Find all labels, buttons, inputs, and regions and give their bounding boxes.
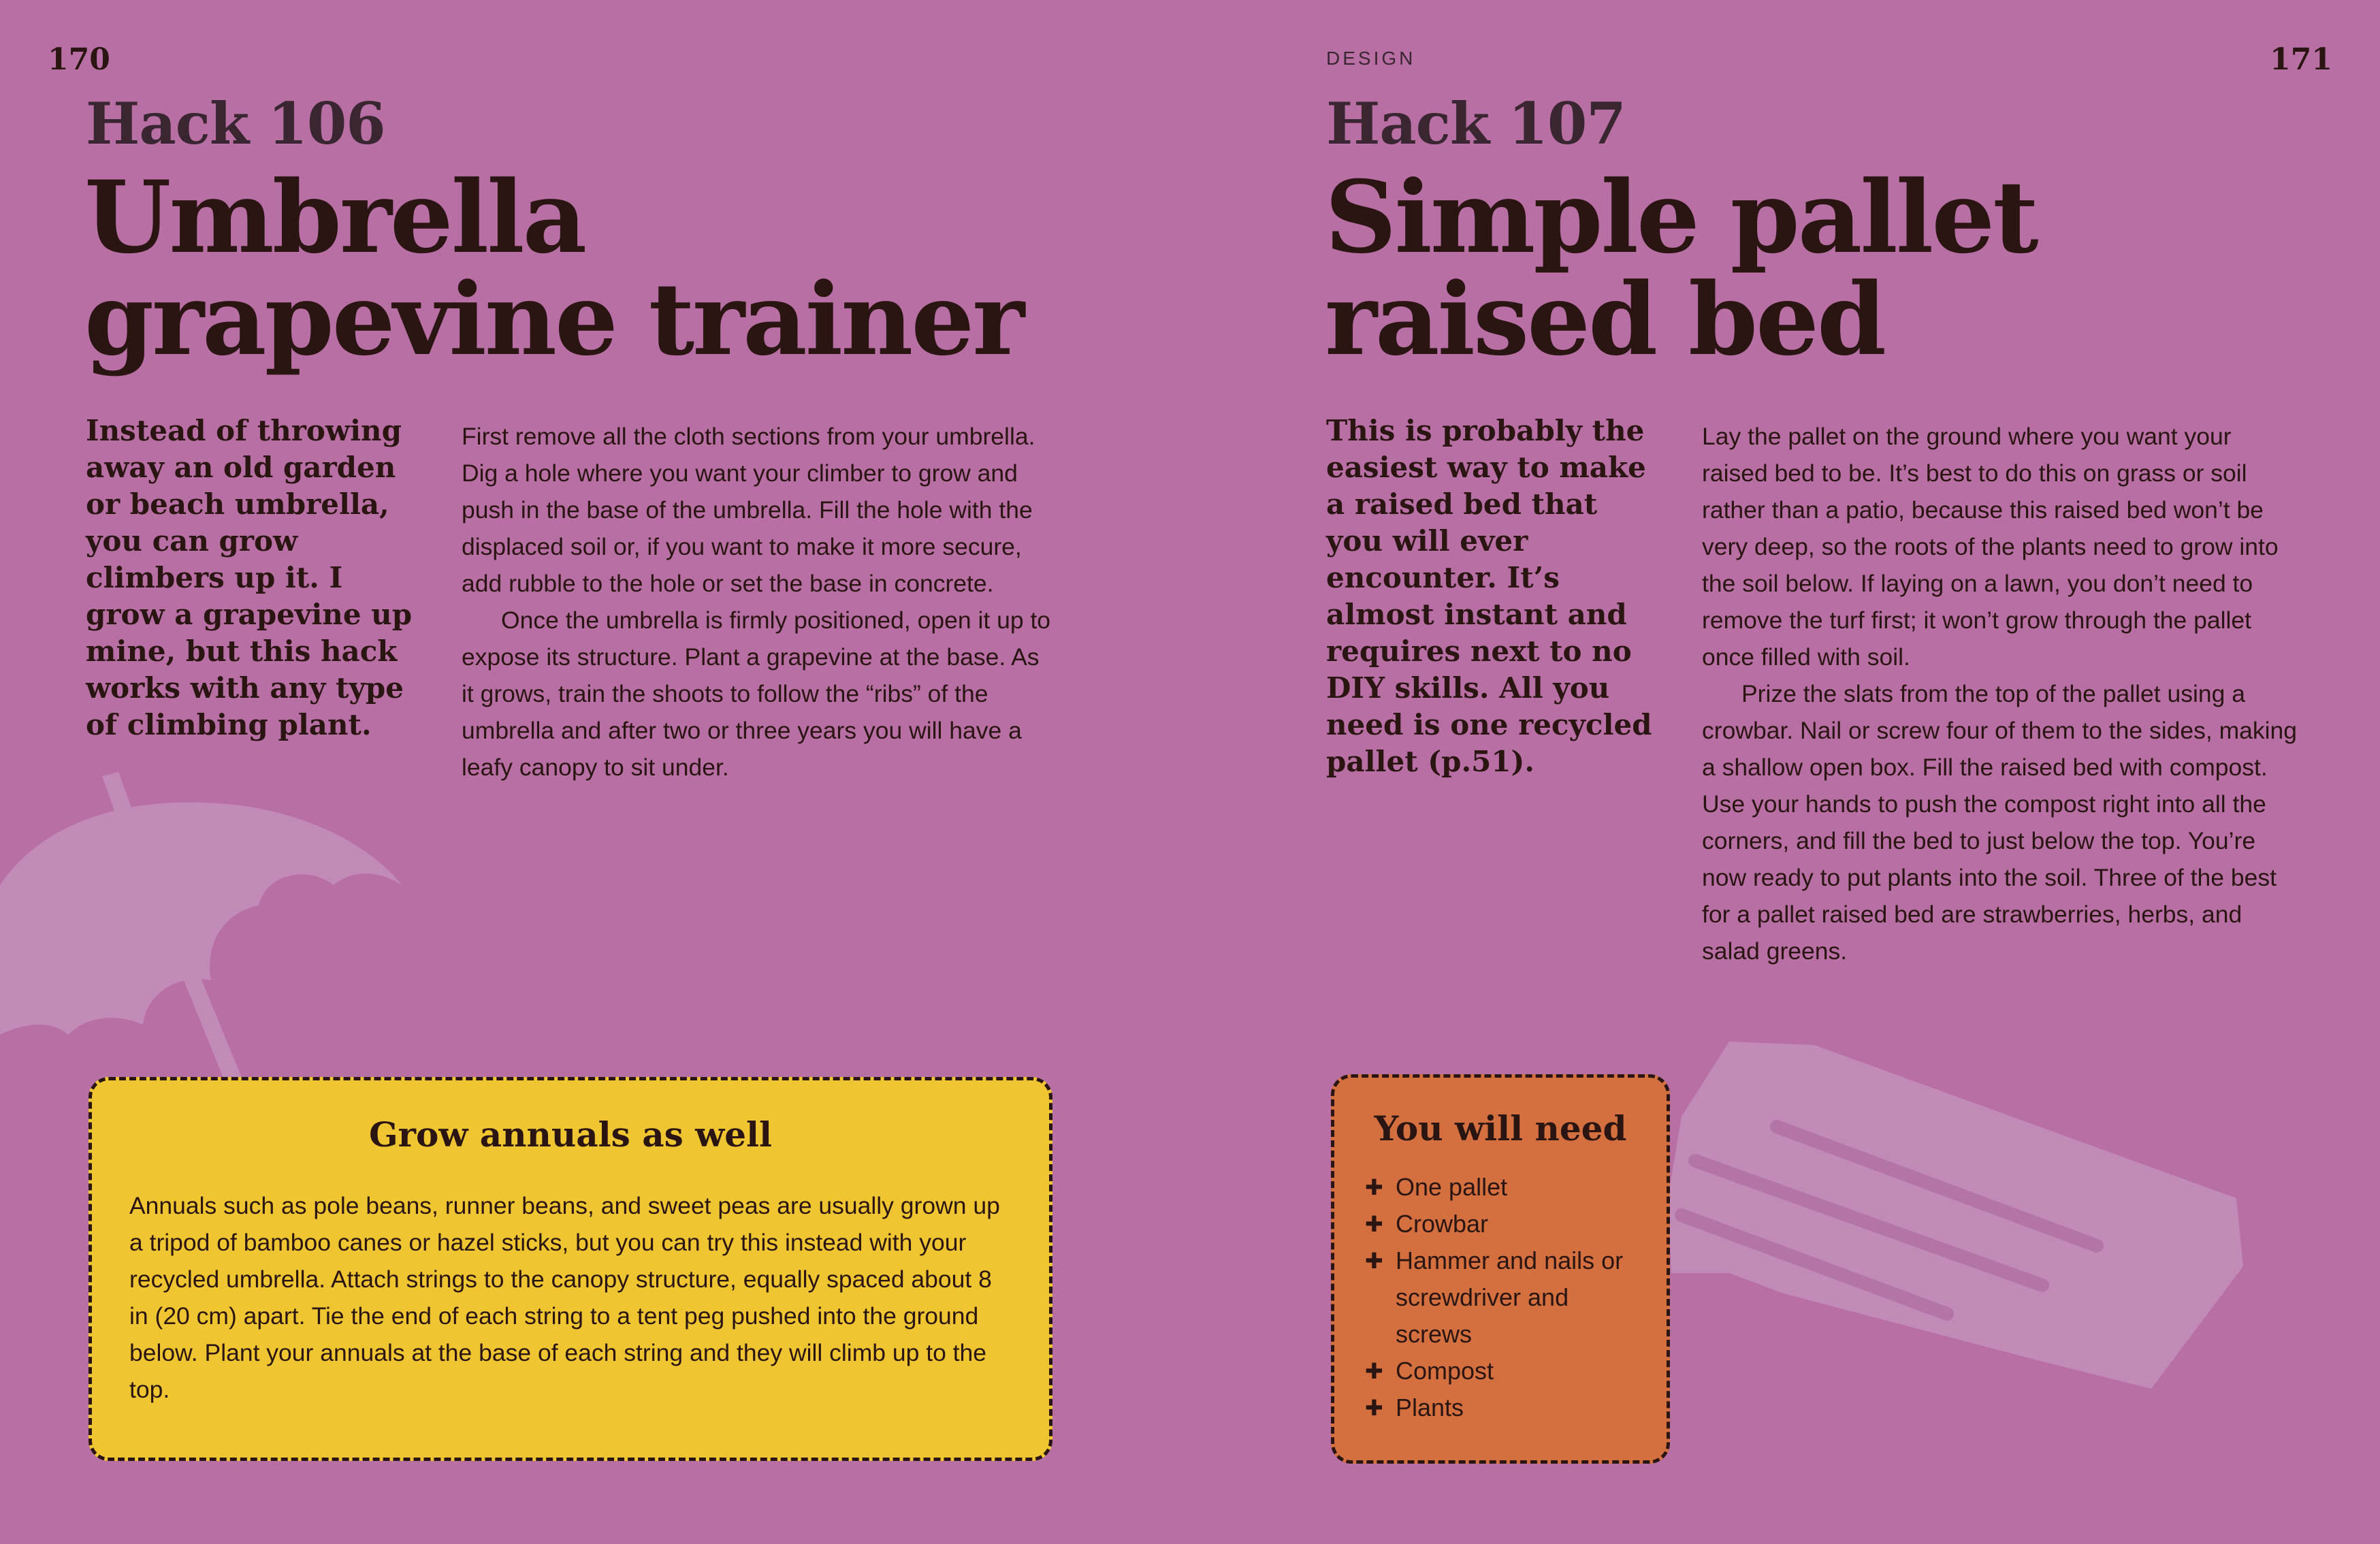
grow-annuals-text: Annuals such as pole beans, runner beans, and sweet peas are usually grown up a tripod of bamboo canes or hazel sticks, but you can try this instead with your recycled umbrella. Attach strings to the canopy structure, equally spaced about 8 in (20 cm) apart. Tie the end of each string to a tent peg pushed into the ground below. Plant your annuals at the base of each string and they will climb up to the top. [129, 1192, 1000, 1403]
page-number-left: 170 [48, 42, 110, 77]
section-label: DESIGN [1326, 48, 1416, 69]
umbrella-illustration [0, 772, 402, 1095]
hack-106-title-line-1: Umbrella [84, 159, 585, 276]
hack-107-number: Hack 107 [1326, 90, 1626, 157]
hack-106-title [84, 159, 1023, 378]
hack-106-intro: Instead of throwing away an old garden or beach umbrella, you can grow climbers up it. I grow a grapevine up mine, but this hack works with any type of climbing plant. [86, 414, 413, 741]
you-will-need-title: You will need [1374, 1108, 1627, 1148]
hack-106-number: Hack 106 [86, 90, 385, 157]
plus-bullet-icon: ✚ [1365, 1395, 1383, 1421]
list-item: ✚ Crowbar [1365, 1206, 1667, 1242]
hack-106-paragraph-1: First remove all the cloth sections from your umbrella. Dig a hole where you want your climber to grow and push in the base of the umbrella. Fill the hole with the displaced soil or, if you want to make it more secure, add rubble to the hole or set the base in concrete. [462, 423, 1035, 597]
hack-107-title-line-2: raised bed [1325, 261, 1885, 378]
pallet-illustration [1668, 1042, 2243, 1389]
list-item: ✚ Compost [1365, 1353, 1667, 1389]
page-number-right: 171 [2270, 42, 2332, 77]
hack-107-paragraph-2: Prize the slats from the top of the pallet using a crowbar. Nail or screw four of them to the sides, making a shallow open box. Fill the raised bed with compost. Use your hands to push the compost right into all the corners, and fill the bed to just below the top. You’re now ready to put plants into the soil. Three of the best for a pallet raised bed are strawberries, herbs, and salad greens. [1702, 680, 2298, 965]
hack-107-title [1325, 159, 2037, 378]
list-item: ✚ Plants [1365, 1389, 1667, 1426]
grow-annuals-title: Grow annuals as well [368, 1114, 773, 1155]
hack-106-paragraph-2: Once the umbrella is firmly positioned, open it up to expose its structure. Plant a grapevine at the base. As it grows, train the shoots to follow the “ribs” of the umbrella and after two or three years you will have a leafy canopy to sit under. [462, 607, 1051, 781]
materials-list [1365, 1169, 1667, 1426]
plus-bullet-icon: ✚ [1365, 1248, 1383, 1274]
hack-107-paragraph-1: Lay the pallet on the ground where you want your raised bed to be. It’s best to do this on grass or soil rather than a patio, because this raised bed won’t be very deep, so the roots of the plants need to grow into the soil below. If laying on a lawn, you don’t need to remove the turf first; it won’t grow through the pallet once filled with soil. [1702, 423, 2279, 671]
hack-106-title-line-2: grapevine trainer [84, 261, 1023, 378]
you-will-need-box [1331, 1074, 1670, 1464]
plus-bullet-icon: ✚ [1365, 1358, 1383, 1384]
grow-annuals-box [89, 1077, 1052, 1461]
hack-106-body [462, 418, 1054, 786]
hack-107-body [1702, 418, 2301, 969]
hack-107-intro: This is probably the easiest way to make a raised bed that you will ever encounter. It’s almost instant and requires next to no DIY skills. All you need is one recycled pallet (p.51). [1326, 414, 1652, 778]
plus-bullet-icon: ✚ [1365, 1211, 1383, 1237]
plus-bullet-icon: ✚ [1365, 1174, 1383, 1200]
list-item: ✚ Hammer and nails or screwdriver and screws [1365, 1242, 1627, 1353]
hack-107-title-line-1: Simple pallet [1325, 159, 2037, 276]
list-item: ✚ One pallet [1365, 1169, 1667, 1206]
